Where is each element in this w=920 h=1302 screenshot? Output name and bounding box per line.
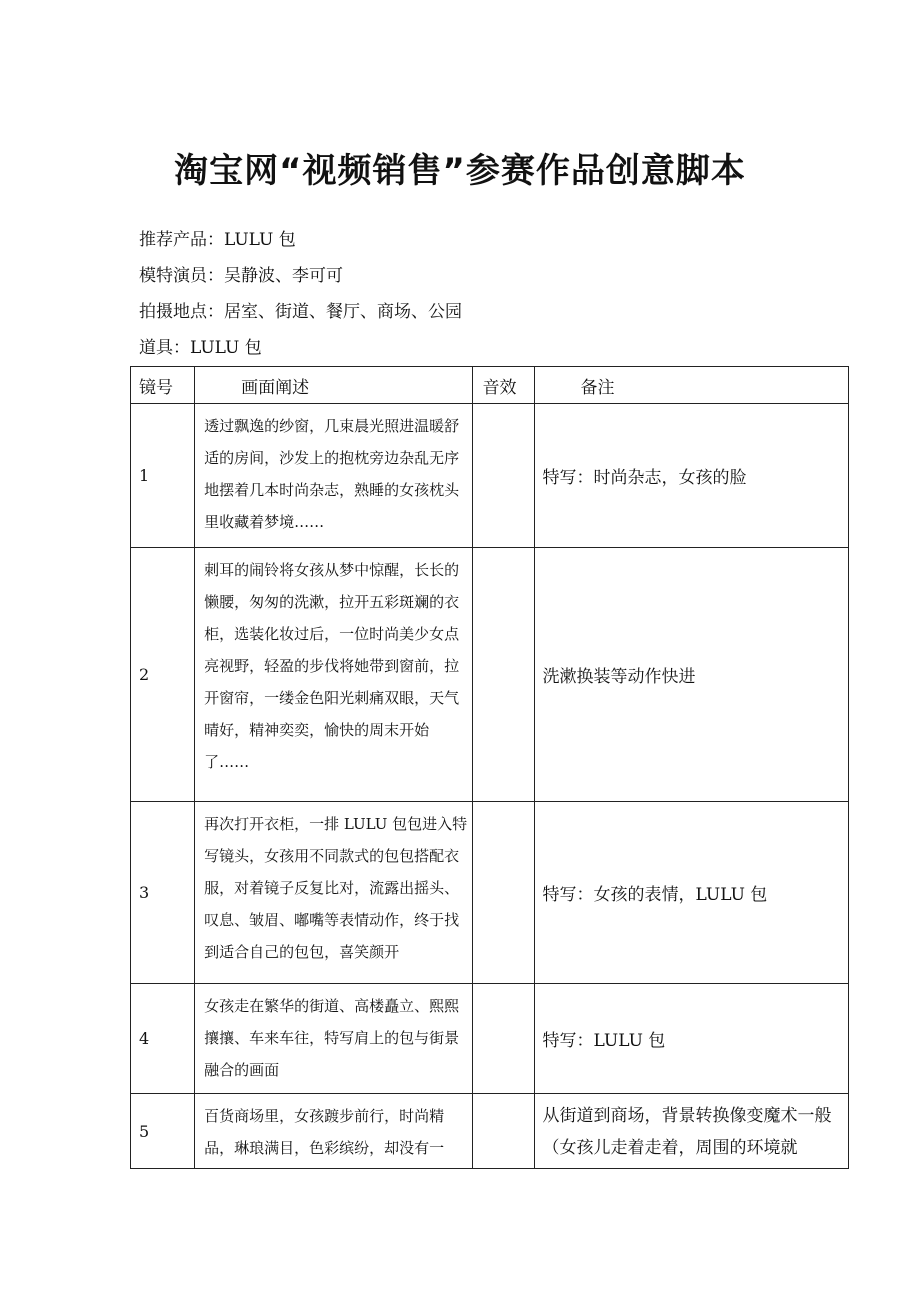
shot-description: 再次打开衣柜，一排 LULU 包包进入特写镜头，女孩用不同款式的包包搭配衣服，对着镜子反复比对，流露出摇头、叹息、皱眉、嘟嘴等表情动作，终于找到适合自己的包包，喜笑颜开 bbox=[195, 802, 473, 984]
meta-product: 推荐产品：LULU 包 bbox=[139, 230, 296, 250]
meta-models: 模特演员：吴静波、李可可 bbox=[139, 266, 343, 286]
meta-props: 道具：LULU 包 bbox=[139, 338, 262, 358]
shot-notes: 从街道到商场，背景转换像变魔术一般（女孩儿走着走着，周围的环境就 bbox=[534, 1094, 848, 1169]
shot-notes: 特写：LULU 包 bbox=[534, 984, 848, 1094]
shot-sound bbox=[473, 1094, 534, 1169]
shot-sound bbox=[473, 548, 534, 802]
shot-number: 2 bbox=[131, 548, 195, 802]
table-header-row bbox=[131, 367, 849, 404]
shot-number: 3 bbox=[131, 802, 195, 984]
table-row bbox=[131, 802, 849, 984]
shot-number: 5 bbox=[131, 1094, 195, 1169]
shot-sound bbox=[473, 984, 534, 1094]
header-shot-no: 镜号 bbox=[131, 367, 195, 404]
table-row bbox=[131, 984, 849, 1094]
shot-notes: 特写：时尚杂志，女孩的脸 bbox=[534, 404, 848, 548]
shot-description: 女孩走在繁华的街道、高楼矗立、熙熙攘攘、车来车往，特写肩上的包与街景融合的画面 bbox=[195, 984, 473, 1094]
shot-description: 百货商场里，女孩踱步前行，时尚精品，琳琅满目，色彩缤纷，却没有一 bbox=[195, 1094, 473, 1169]
shot-description: 刺耳的闹铃将女孩从梦中惊醒，长长的懒腰，匆匆的洗漱，拉开五彩斑斓的衣柜，选装化妆过后，一位时尚美少女点亮视野，轻盈的步伐将她带到窗前，拉开窗帘，一缕金色阳光刺痛双眼，天气晴好，精神奕奕，愉快的周末开始了…… bbox=[195, 548, 473, 802]
shot-notes: 洗漱换装等动作快进 bbox=[534, 548, 848, 802]
shot-number: 1 bbox=[131, 404, 195, 548]
table-row bbox=[131, 404, 849, 548]
shot-sound bbox=[473, 802, 534, 984]
shot-number: 4 bbox=[131, 984, 195, 1094]
shot-sound bbox=[473, 404, 534, 548]
shot-description: 透过飘逸的纱窗，几束晨光照进温暖舒适的房间，沙发上的抱枕旁边杂乱无序地摆着几本时尚杂志，熟睡的女孩枕头里收藏着梦境…… bbox=[195, 404, 473, 548]
header-notes: 备注 bbox=[534, 367, 848, 404]
header-sound: 音效 bbox=[473, 367, 534, 404]
meta-locations: 拍摄地点：居室、街道、餐厅、商场、公园 bbox=[139, 302, 462, 322]
document-title: 淘宝网“视频销售”参赛作品创意脚本 bbox=[174, 151, 746, 191]
script-table bbox=[130, 366, 849, 1169]
shot-notes: 特写：女孩的表情，LULU 包 bbox=[534, 802, 848, 984]
table-row bbox=[131, 548, 849, 802]
table-row bbox=[131, 1094, 849, 1169]
header-description: 画面阐述 bbox=[195, 367, 473, 404]
